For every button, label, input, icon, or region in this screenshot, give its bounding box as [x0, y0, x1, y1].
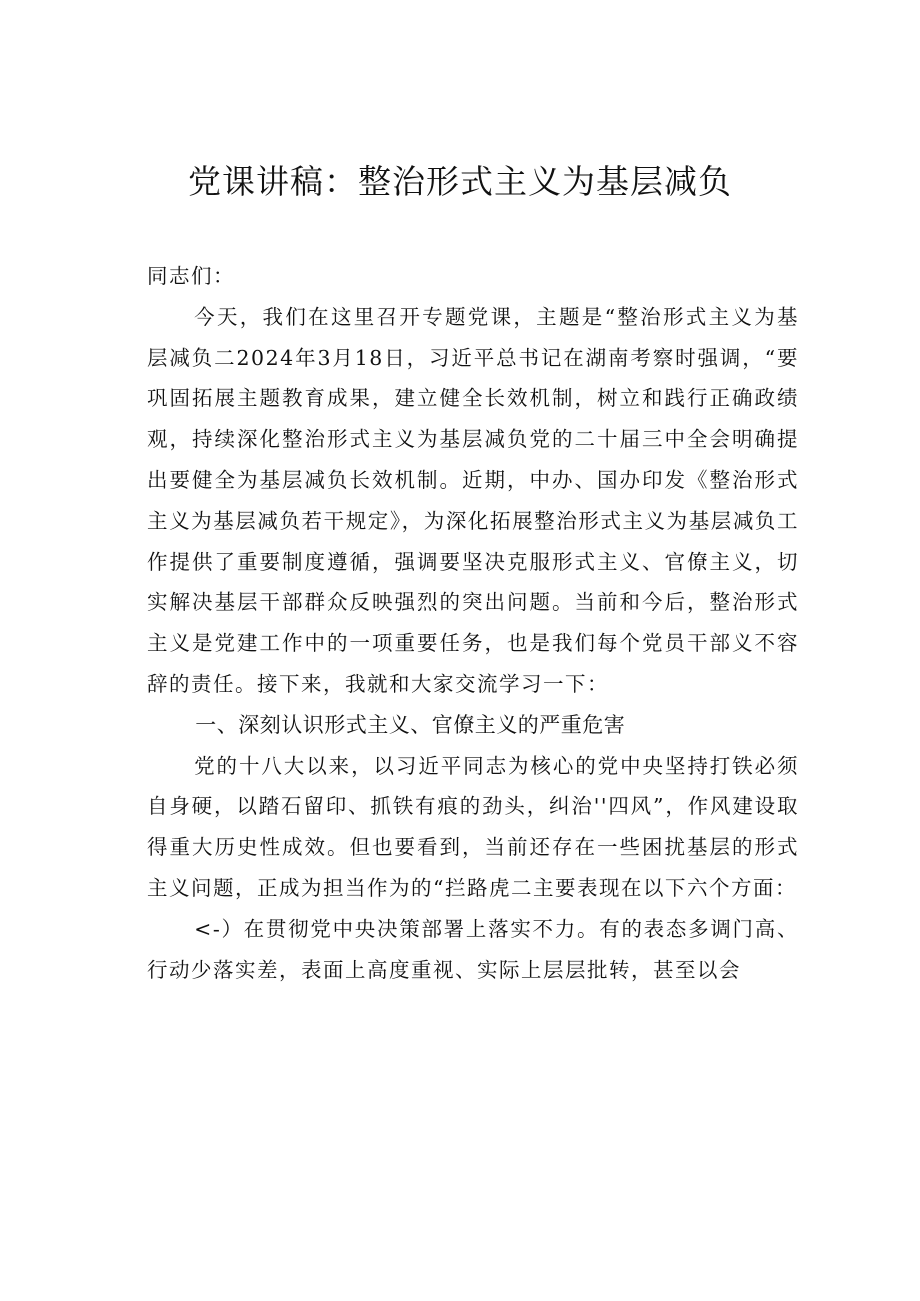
- section-heading-1: 一、深刻认识形式主义、官僚主义的严重危害: [195, 712, 626, 737]
- paragraph-intro: 今天，我们在这里召开专题党课，主题是“整治形式主义为基层减负二2024年3月18日，习近平总书记在湖南考察时强调，“要巩固拓展主题教育成果，建立健全长效机制，树立和践行正确政绩观，持续深化整治形式主义为基层减负党的二十届三中全会明确提出要健全为基层减负长效机制。近期，中办、国办印发《整治形式主义为基层减负若干规定》，为深化拓展整治形式主义为基层减负工作提供了重要制度遵循，强调要坚决克服形式主义、官僚主义，切实解决基层干部群众反映强烈的突出问题。当前和今后，整治形式主义是党建工作中的一项重要任务，也是我们每个党员干部义不容辞的责任。接下来，我就和大家交流学习一下：: [147, 304, 799, 696]
- document-title: 党课讲稿：整治形式主义为基层减负: [188, 162, 732, 201]
- paragraph-section-1: 党的十八大以来，以习近平同志为核心的党中央坚持打铁必须自身硬，以踏石留印、抓铁有痕的劲头，纠治''四风”，作风建设取得重大历史性成效。但也要看到，当前还存在一些困扰基层的形式主义问题，正成为担当作为的“拦路虎二主要表现在以下六个方面：: [147, 753, 799, 900]
- salutation: 同志们：: [147, 264, 235, 288]
- document-body: [147, 256, 799, 990]
- paragraph-subsection-1: <-）在贯彻党中央决策部署上落实不力。有的表态多调门高、行动少落实差，表面上高度重视、实际上层层批转，甚至以会: [147, 916, 799, 982]
